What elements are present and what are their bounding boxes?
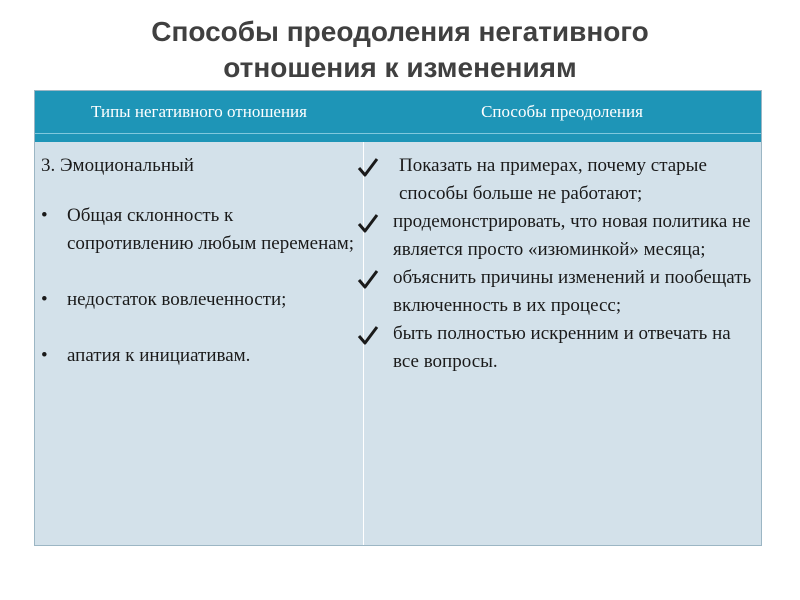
type-bullet-text: Общая склонность к сопротивлению любым переменам;	[67, 205, 355, 254]
bullet-dot-icon: •	[41, 289, 48, 310]
type-bullet	[41, 342, 359, 370]
header-methods: Способы преодоления	[481, 102, 643, 121]
method-item	[353, 320, 761, 376]
method-text: объяснить причины изменений и пообещать включенность в их процесс;	[393, 267, 752, 316]
bullet-dot-icon: •	[41, 205, 48, 226]
header-types: Типы негативного отношения	[91, 102, 307, 121]
checkmark-icon	[357, 212, 379, 234]
slide-title-line-1: Способы преодоления негативного	[151, 16, 649, 47]
table-header	[35, 91, 761, 142]
method-text: Показать на примерах, почему старые способы больше не работают;	[399, 155, 707, 204]
table-body	[35, 142, 761, 545]
method-item	[353, 264, 761, 320]
type-heading: 3. Эмоциональный	[41, 155, 194, 176]
method-text: продемонстрировать, что новая политика не является просто «изюминкой» месяца;	[393, 211, 751, 260]
type-bullet	[41, 286, 359, 314]
methods-column	[353, 152, 761, 376]
type-bullet-text: недостаток вовлеченности;	[67, 289, 287, 310]
method-text: быть полностью искренним и отвечать на все вопросы.	[393, 323, 731, 372]
type-bullet	[41, 202, 359, 258]
type-bullet-text: апатия к инициативам.	[67, 345, 251, 366]
method-item	[353, 152, 761, 208]
checkmark-icon	[357, 324, 379, 346]
method-item	[353, 208, 761, 264]
checkmark-icon	[357, 268, 379, 290]
slide-title	[60, 14, 740, 86]
comparison-table	[34, 90, 762, 546]
types-column	[41, 152, 359, 398]
slide-title-line-2: отношения к изменениям	[223, 52, 577, 83]
bullet-dot-icon: •	[41, 345, 48, 366]
checkmark-icon	[357, 156, 379, 178]
